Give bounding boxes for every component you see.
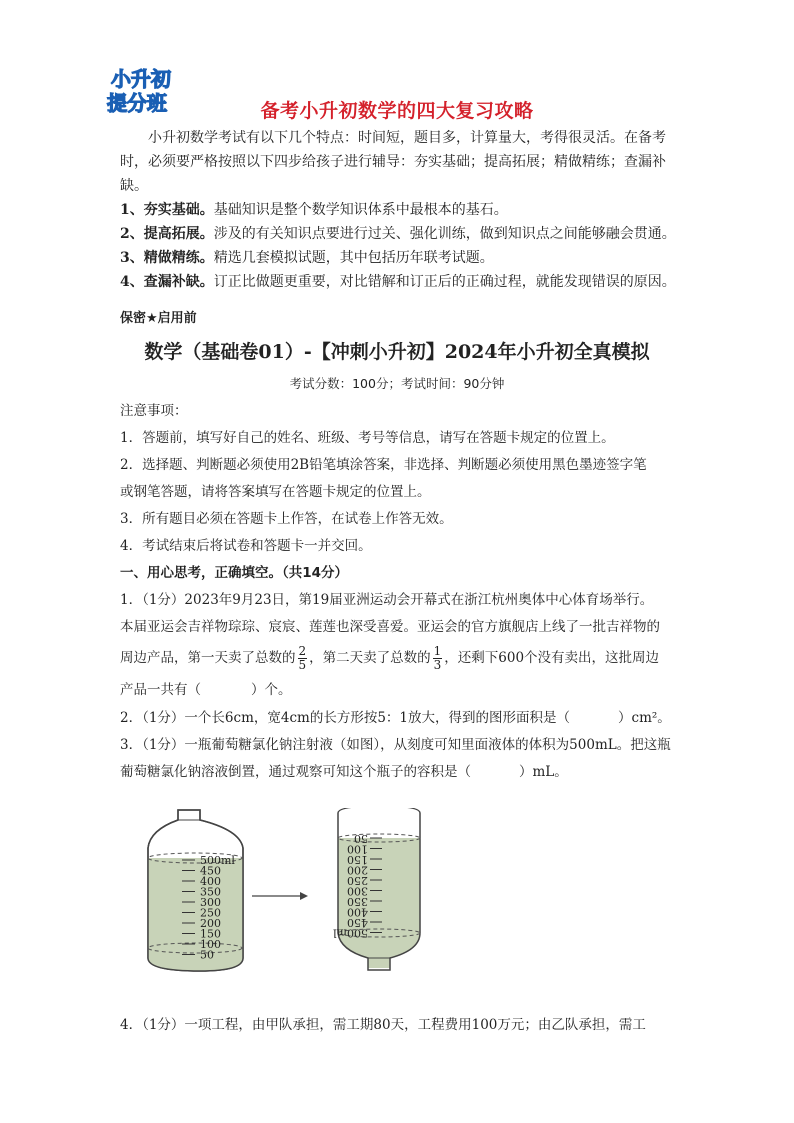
bottle-figure bbox=[140, 808, 440, 984]
tip-item bbox=[120, 246, 680, 270]
scale-label: 200 bbox=[347, 863, 368, 877]
tip-item bbox=[120, 270, 680, 294]
question-1-line bbox=[120, 675, 690, 705]
question-1-line: 1．（1分）2023年9月23日，第19届亚洲运动会开幕式在浙江杭州奥体中心体育场举行。 bbox=[120, 592, 654, 608]
scale-label: 350 bbox=[200, 885, 221, 899]
question-1-line: 本届亚运会吉祥物琮琮、宸宸、莲莲也深受喜爱。亚运会的官方旗舰店上线了一批吉祥物的 bbox=[120, 619, 660, 635]
note-item: 或钢笔答题，请将答案填写在答题卡规定的位置上。 bbox=[120, 484, 431, 500]
scale-label: 500ml bbox=[200, 854, 235, 867]
fraction-denominator: 5 bbox=[298, 658, 307, 672]
tip-heading: 1、夯实基础。 bbox=[120, 202, 214, 218]
question-3-line: 3．（1分）一瓶葡萄糖氯化钠注射液（如图），从刻度可知里面液体的体积为500mL。把这瓶 bbox=[120, 737, 671, 753]
scale-label: 450 bbox=[347, 916, 368, 929]
section-heading: 一、用心思考，正确填空。（共14分） bbox=[120, 565, 349, 581]
notes-heading: 注意事项： bbox=[120, 403, 188, 419]
scale-label: 400 bbox=[347, 905, 368, 919]
note-item: 2．选择题、判断题必须使用2B铅笔填涂答案，非选择、判断题必须使用黑色墨迹签字笔 bbox=[120, 457, 647, 473]
intro-section bbox=[120, 126, 680, 294]
tip-text: 基础知识是整个数学知识体系中最根本的基石。 bbox=[213, 202, 508, 218]
liquid bbox=[148, 858, 243, 971]
scale-label: 450 bbox=[200, 864, 221, 878]
fraction bbox=[433, 645, 443, 672]
question-1-line bbox=[120, 641, 690, 675]
tip-item bbox=[120, 198, 680, 222]
question-1-text: 产品一共有（ bbox=[120, 682, 201, 698]
scale-label: 350 bbox=[347, 895, 368, 908]
page-title: 备考小升初数学的四大复习攻略 bbox=[260, 100, 534, 122]
logo-text-top: 小升初 bbox=[111, 67, 171, 91]
confidential-label: 保密★启用前 bbox=[120, 311, 197, 326]
scale-label: 150 bbox=[200, 927, 221, 941]
fraction-denominator: 3 bbox=[433, 658, 442, 672]
tip-text: 精选几套模拟试题，其中包括历年联考试题。 bbox=[213, 250, 494, 266]
scale-label: 150 bbox=[347, 853, 368, 866]
question-4: 4．（1分）一项工程，由甲队承担，需工期80天，工程费用100万元；由乙队承担，需工 bbox=[120, 1017, 646, 1033]
tip-heading: 2、提高拓展。 bbox=[120, 226, 214, 242]
scale-label: 200 bbox=[200, 917, 221, 930]
exam-meta: 考试分数：100分；考试时间：90分钟 bbox=[289, 376, 505, 391]
bottle-diagram bbox=[140, 808, 440, 984]
logo-text-bottom: 提分班 bbox=[107, 91, 167, 115]
note-item: 4．考试结束后将试卷和答题卡一并交回。 bbox=[120, 538, 372, 554]
scale-label: 300 bbox=[347, 884, 368, 898]
question-1-text: ）个。 bbox=[251, 682, 292, 698]
tip-heading: 4、查漏补缺。 bbox=[120, 274, 214, 290]
note-item: 1．答题前，填写好自己的姓名、班级、考号等信息，请写在答题卡规定的位置上。 bbox=[120, 430, 615, 446]
tip-heading: 3、精做精练。 bbox=[120, 250, 214, 266]
question-2 bbox=[120, 705, 690, 732]
scale-label: 500ml bbox=[333, 926, 368, 940]
question-2-text: 2．（1分）一个长6cm，宽4cm的长方形按5：1放大，得到的图形面积是（ bbox=[120, 710, 571, 726]
question-3-text: ）mL。 bbox=[519, 764, 568, 780]
upright-bottle bbox=[148, 808, 243, 971]
tip-text: 订正比做题更重要，对比错解和订正后的正确过程，就能发现错误的原因。 bbox=[213, 274, 676, 290]
scale-label: 100 bbox=[200, 938, 221, 951]
scale-label: 250 bbox=[200, 906, 221, 920]
scale-label: 250 bbox=[347, 874, 368, 887]
tip-text: 涉及的有关知识点要进行过关、强化训练，做到知识点之间能够融会贯通。 bbox=[213, 226, 676, 242]
scale-label: 100 bbox=[347, 842, 368, 856]
question-1-text: 周边产品，第一天卖了总数的 bbox=[120, 650, 296, 666]
intro-paragraph: 小升初数学考试有以下几个特点：时间短，题目多，计算量大，考得很灵活。在备考时，必须要严格按照以下四步给孩子进行辅导：夯实基础；提高拓展；精做精练；查漏补缺。 bbox=[120, 130, 666, 194]
tip-item bbox=[120, 222, 680, 246]
exam-notes bbox=[120, 398, 690, 786]
scale-label: 50 bbox=[354, 832, 368, 845]
arrow-icon bbox=[252, 892, 308, 900]
question-1-text: ，第二天卖了总数的 bbox=[309, 650, 431, 666]
fraction bbox=[298, 645, 308, 672]
exam-title: 数学（基础卷01）-【冲刺小升初】2024年小升初全真模拟 bbox=[144, 341, 650, 363]
inverted-bottle bbox=[333, 808, 420, 970]
fraction-numerator: 1 bbox=[433, 644, 442, 658]
scale-label: 300 bbox=[200, 896, 221, 909]
scale-label: 50 bbox=[200, 948, 214, 962]
scale-label: 400 bbox=[200, 875, 221, 888]
fraction-numerator: 2 bbox=[298, 644, 307, 658]
question-1-text: ，还剩下600个没有卖出，这批周边 bbox=[444, 650, 660, 666]
question-3-line bbox=[120, 759, 690, 786]
question-3-text: 葡萄糖氯化钠溶液倒置，通过观察可知这个瓶子的容积是（ bbox=[120, 764, 471, 780]
note-item: 3．所有题目必须在答题卡上作答，在试卷上作答无效。 bbox=[120, 511, 453, 527]
question-2-text: ）cm²。 bbox=[618, 710, 671, 726]
